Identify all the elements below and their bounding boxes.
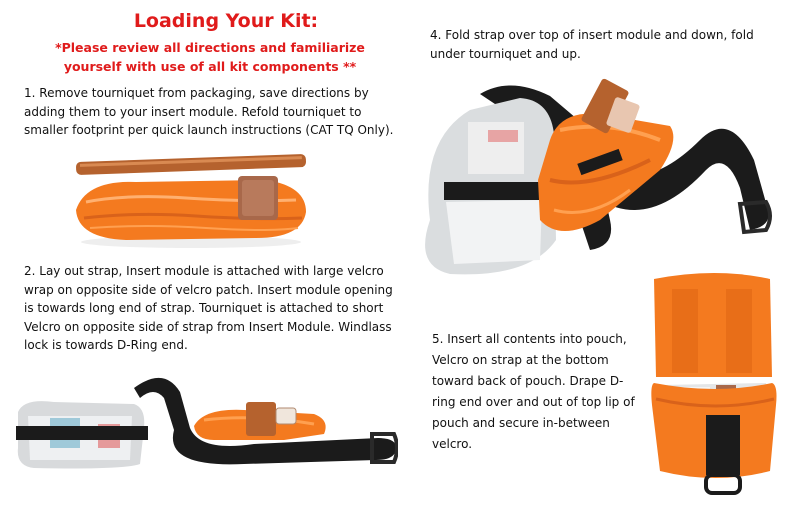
step-2-text: 2. Lay out strap, Insert module is attached with large velcro wrap on opposite side of velcro patch. Insert module opening is towards long end of strap. Tourniquet is attached to short Velcro on opposite side of strap from Insert Module. Windlass lock is towards D-Ring end. (24, 264, 393, 352)
laid-out-strap-photo (14, 368, 398, 472)
loaded-pouch-photo (646, 265, 786, 497)
step-5-text: 5. Insert all contents into pouch, Velcro on strap at the bottom toward back of pouch. Drape D-ring end over and out of top lip of pouch and secure in-between velcro. (432, 332, 635, 451)
step-4-text: 4. Fold strap over top of insert module and down, fold under tourniquet and up. (430, 28, 754, 61)
page-subtitle: *Please review all directions and familiarize yourself with use of all kit components ** (55, 40, 365, 74)
folded-tourniquet-photo (66, 150, 316, 250)
folded-strap-photo (410, 70, 776, 282)
page-title: Loading Your Kit: (133, 10, 319, 32)
step-1-text: 1. Remove tourniquet from packaging, save directions by adding them to your insert module. Refold tourniquet to smaller footprint per quick launch instructions (CAT TQ Only). (24, 86, 394, 137)
